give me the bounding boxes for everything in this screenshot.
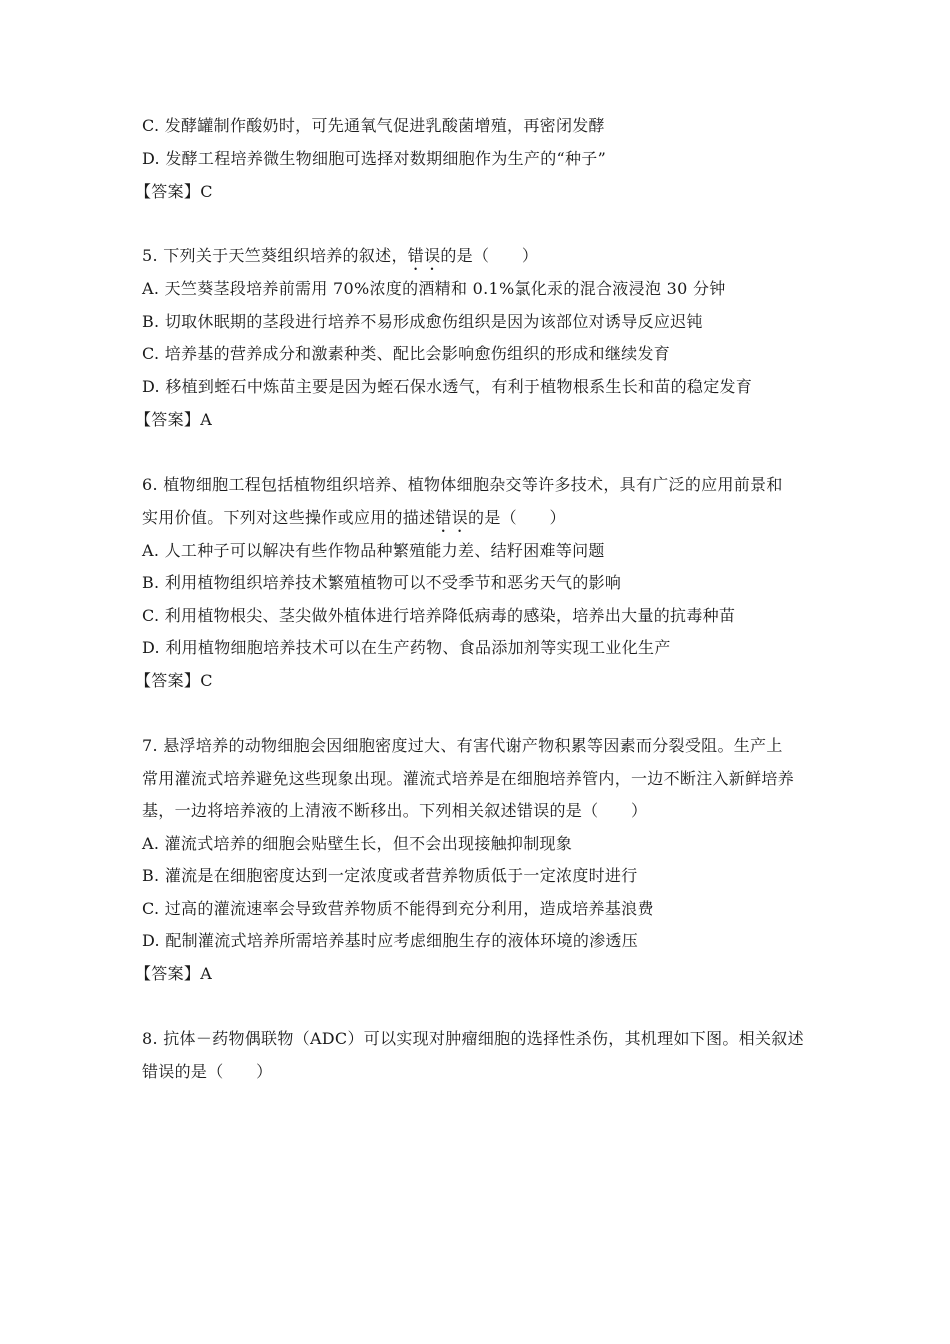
q5-stem	[142, 246, 822, 274]
q5-stem-emphasis: 错误	[407, 246, 441, 265]
q6-stem-tail: 的是（ ）	[468, 508, 566, 527]
q6-stem-emphasis: 错误	[435, 508, 469, 527]
q4-option-d: D. 发酵工程培养微生物细胞可选择对数期细胞作为生产的“种子”	[142, 149, 607, 168]
q7-option-b: B. 灌流是在细胞密度达到一定浓度或者营养物质低于一定浓度时进行	[142, 866, 638, 885]
q4-option-c: C. 发酵罐制作酸奶时，可先通氧气促进乳酸菌增殖，再密闭发酵	[142, 116, 605, 135]
q7-option-c: C. 过高的灌流速率会导致营养物质不能得到充分利用，造成培养基浪费	[142, 899, 654, 918]
q6-option-b: B. 利用植物组织培养技术繁殖植物可以不受季节和恶劣天气的影响	[142, 573, 622, 592]
q7-answer: 【答案】A	[135, 964, 213, 983]
q5-option-a: A. 天竺葵茎段培养前需用 70%浓度的酒精和 0.1%氯化汞的混合液浸泡 30 分钟	[142, 279, 726, 298]
q6-option-c: C. 利用植物根尖、茎尖做外植体进行培养降低病毒的感染，培养出大量的抗毒种苗	[142, 606, 736, 625]
q5-answer: 【答案】A	[135, 410, 213, 429]
q6-option-a: A. 人工种子可以解决有些作物品种繁殖能力差、结籽困难等问题	[142, 541, 605, 560]
q7-stem-line-3: 基，一边将培养液的上清液不断移出。下列相关叙述错误的是（ ）	[142, 801, 648, 820]
q8-stem-line-1: 8. 抗体－药物偶联物（ADC）可以实现对肿瘤细胞的选择性杀伤，其机理如下图。相关叙述	[142, 1029, 804, 1048]
q5-option-d: D. 移植到蛭石中炼苗主要是因为蛭石保水透气，有利于植物根系生长和苗的稳定发育	[142, 377, 753, 396]
q6-stem-line-2	[142, 508, 822, 536]
q5-option-b: B. 切取休眠期的茎段进行培养不易形成愈伤组织是因为该部位对诱导反应迟钝	[142, 312, 703, 331]
q6-answer: 【答案】C	[135, 671, 213, 690]
q5-stem-tail: 的是（ ）	[440, 246, 539, 265]
q7-stem-line-2: 常用灌流式培养避免这些现象出现。灌流式培养是在细胞培养管内，一边不断注入新鲜培养	[142, 769, 795, 788]
q4-answer: 【答案】C	[135, 182, 213, 201]
q8-stem-line-2: 错误的是（ ）	[142, 1062, 273, 1081]
q7-option-d: D. 配制灌流式培养所需培养基时应考虑细胞生存的液体环境的渗透压	[142, 931, 639, 950]
q6-option-d: D. 利用植物细胞培养技术可以在生产药物、食品添加剂等实现工业化生产	[142, 638, 671, 657]
q7-option-a: A. 灌流式培养的细胞会贴壁生长，但不会出现接触抑制现象	[142, 834, 573, 853]
q7-stem-line-1: 7. 悬浮培养的动物细胞会因细胞密度过大、有害代谢产物积累等因素而分裂受阻。生产上	[142, 736, 783, 755]
q5-stem-text: 5. 下列关于天竺葵组织培养的叙述，	[142, 246, 408, 265]
q5-option-c: C. 培养基的营养成分和激素种类、配比会影响愈伤组织的形成和继续发育	[142, 344, 671, 363]
q6-stem-text: 实用价值。下列对这些操作或应用的描述	[142, 508, 436, 527]
q6-stem-line-1: 6. 植物细胞工程包括植物组织培养、植物体细胞杂交等许多技术，具有广泛的应用前景和	[142, 475, 783, 494]
